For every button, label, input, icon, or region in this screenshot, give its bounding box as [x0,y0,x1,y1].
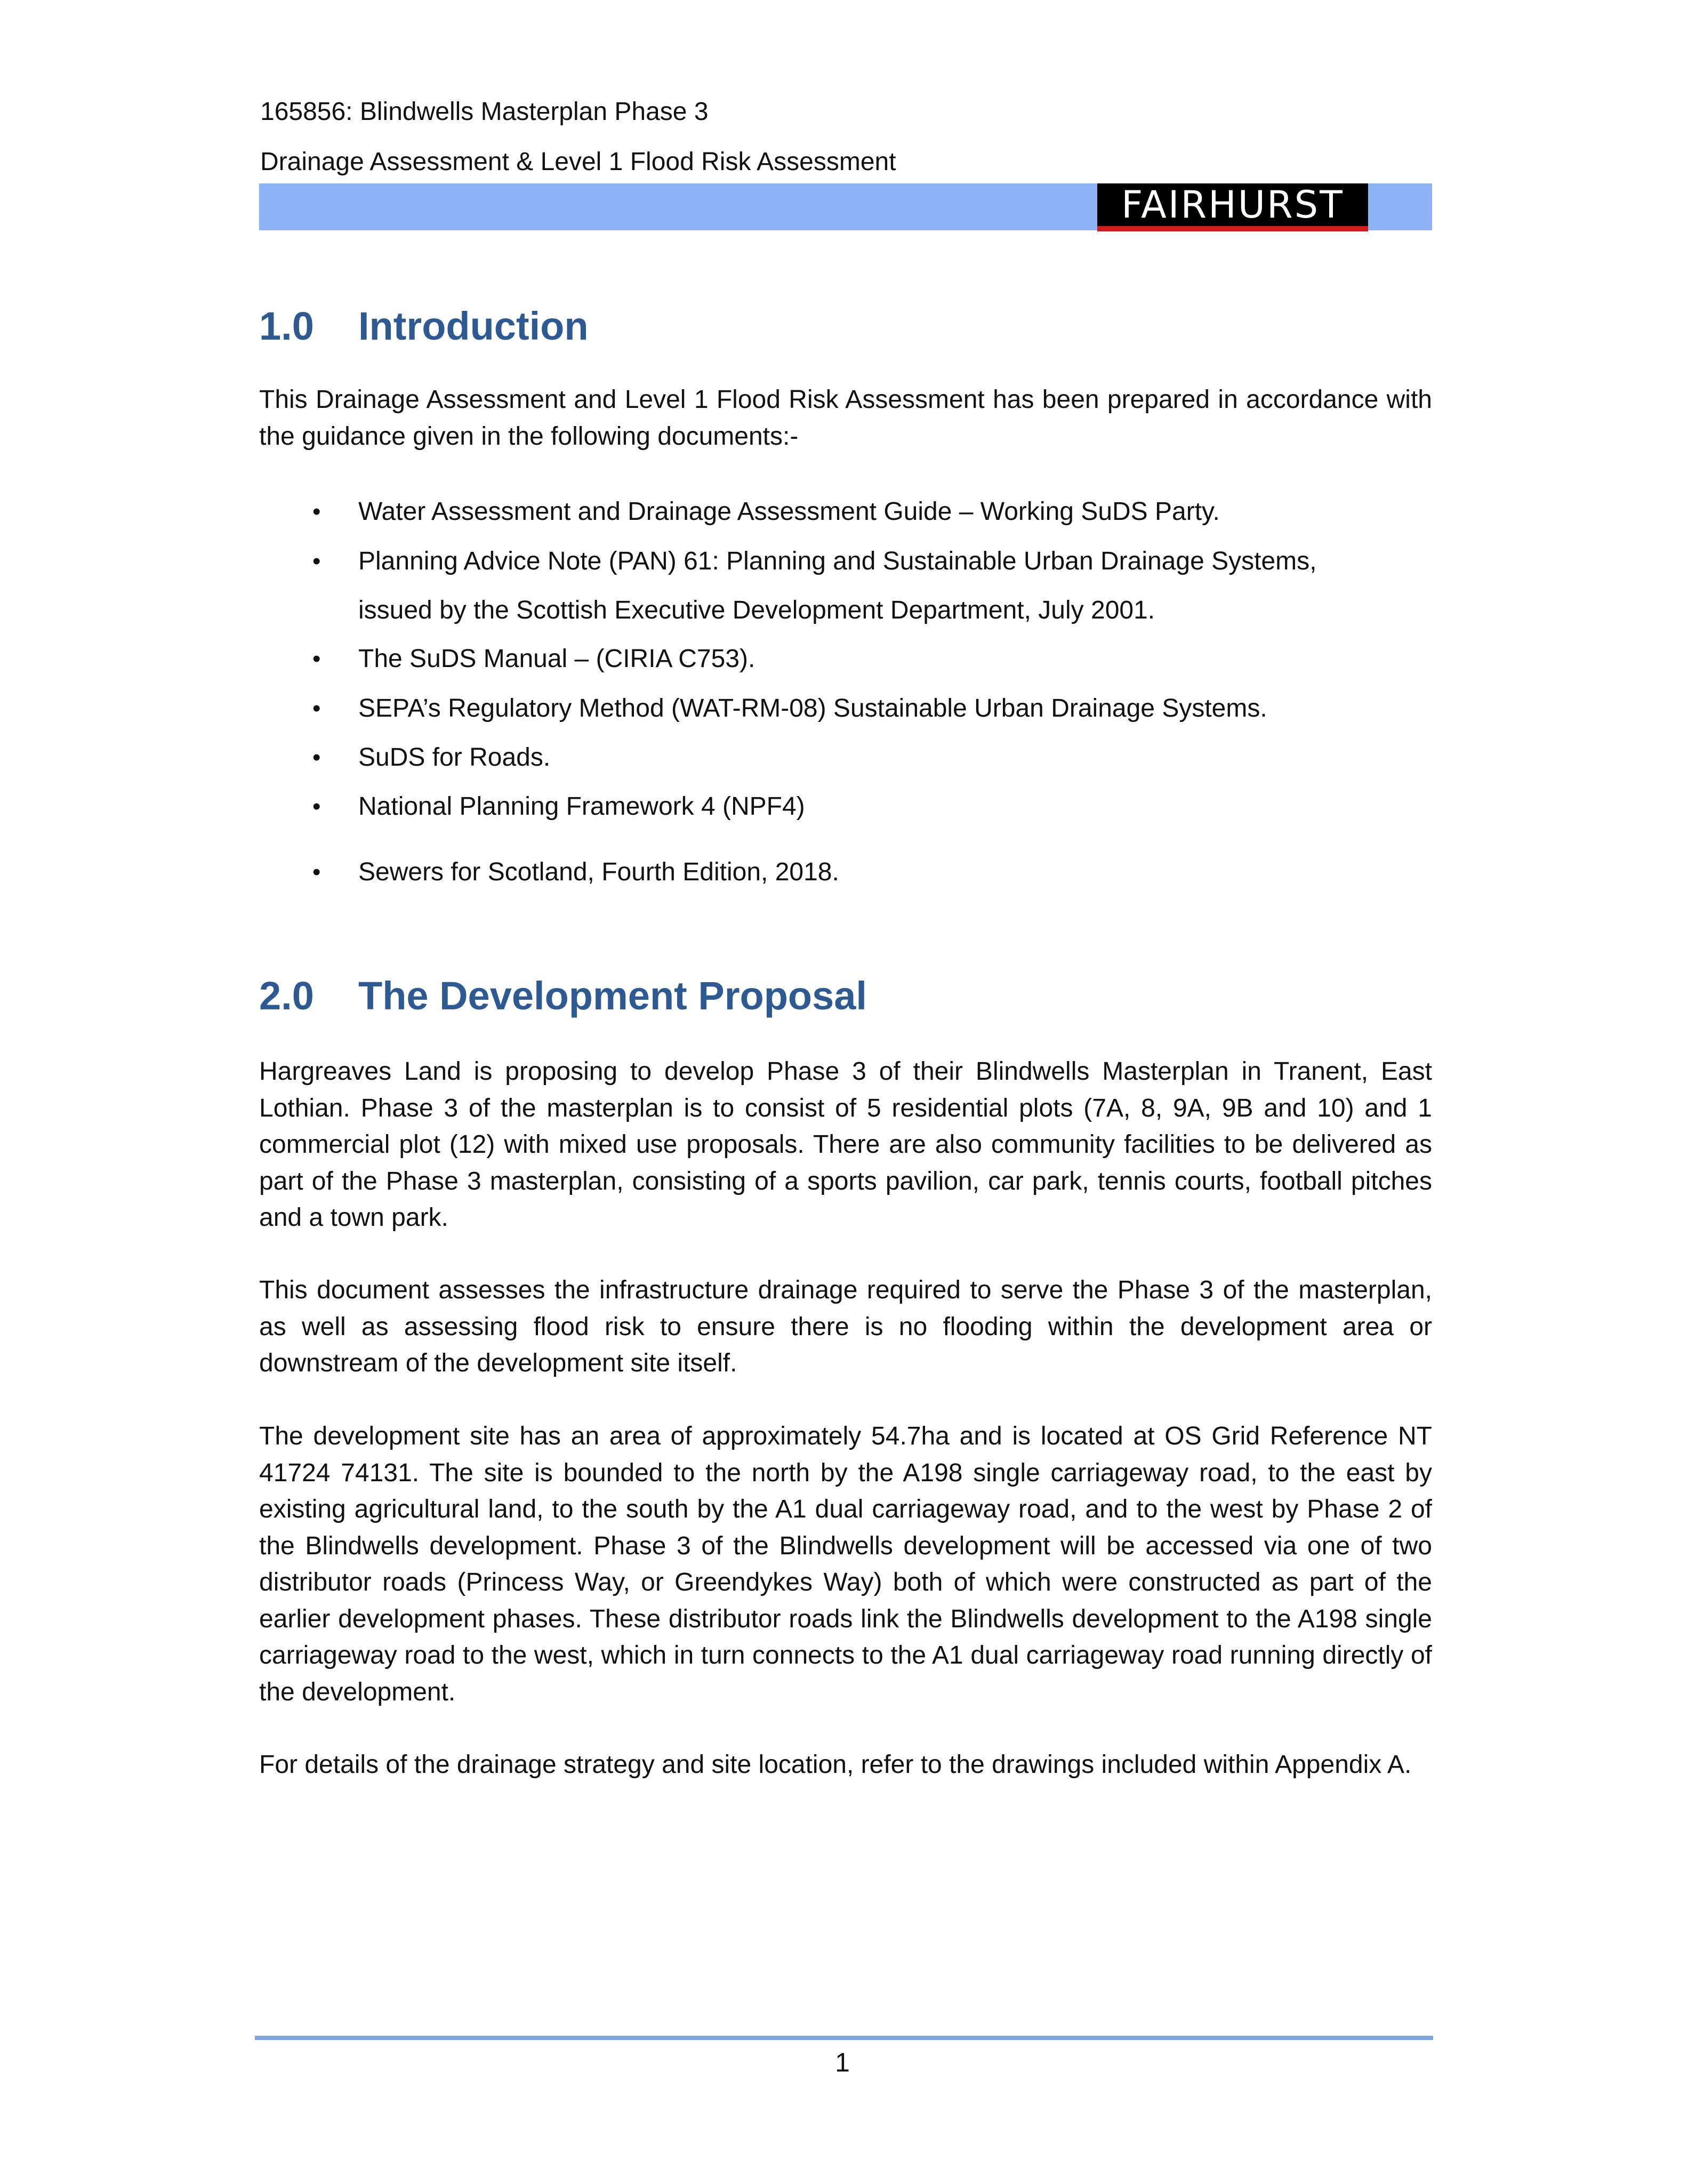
body-paragraph: The development site has an area of approximately 54.7ha and is located at OS Grid Reference NT 41724 74131. The site is bounded to the north by the A198 single carriageway road, to the east by existing agricultural land, to the south by the A1 dual carriageway road, and to the west by Phase 2 of the Blindwells development. Phase 3 of the Blindwells development will be accessed via one of two distributor roads (Princess Way, or Greendykes Way) both of which were constructed as part of the earlier development phases. These distributor roads link the Blindwells development to the A198 single carriageway road to the west, which in turn connects to the A1 dual carriageway road running directly of the development. [259,1422,1432,1706]
section-number: 1.0 [259,304,314,348]
list-item-text: National Planning Framework 4 (NPF4) [358,792,805,821]
bullet-icon: • [312,695,321,721]
page-number: 1 [835,2048,850,2077]
bullet-icon: • [312,744,321,770]
intro-paragraph: This Drainage Assessment and Level 1 Flood Risk Assessment has been prepared in accordance with the guidance given in the following documents:- [259,386,1432,451]
section-title: The Development Proposal [358,974,867,1018]
body-paragraph: For details of the drainage strategy and site location, refer to the drawings included within Appendix A. [259,1751,1412,1779]
list-item-text: Water Assessment and Drainage Assessment Guide – Working SuDS Party. [358,497,1220,526]
list-item-text: SuDS for Roads. [358,743,551,772]
body-paragraph: Hargreaves Land is proposing to develop Phase 3 of their Blindwells Masterplan in Tranent, East Lothian. Phase 3 of the masterplan is to consist of 5 residential plots (7A, 8, 9A, 9B and 10) and 1 commercial plot (12) with mixed use proposals. There are also community facilities to be delivered as part of the Phase 3 masterplan, consisting of a sports pavilion, car park, tennis courts, football pitches and a town park. [259,1057,1432,1232]
bullet-icon: • [312,499,321,525]
list-item-text: Planning Advice Note (PAN) 61: Planning and Sustainable Urban Drainage Systems, [358,547,1317,575]
body-paragraph: This document assesses the infrastructure drainage required to serve the Phase 3 of the masterplan, as well as assessing flood risk to ensure there is no flooding within the development area or downstream of the development site itself. [259,1276,1432,1377]
section-heading-development-proposal [259,972,867,1020]
bullet-icon: • [312,548,321,574]
list-item-text: The SuDS Manual – (CIRIA C753). [358,645,755,673]
fairhurst-logo: FAIRHURST [1097,183,1368,231]
list-item-text: SEPA’s Regulatory Method (WAT-RM-08) Sustainable Urban Drainage Systems. [358,694,1267,722]
list-item-text: Sewers for Scotland, Fourth Edition, 2018. [358,858,839,886]
bullet-icon: • [312,793,321,820]
header-document-title: Drainage Assessment & Level 1 Flood Risk Assessment [260,148,896,176]
header-project-title: 165856: Blindwells Masterplan Phase 3 [260,98,709,126]
section-title: Introduction [358,304,589,348]
section-heading-introduction [259,302,589,350]
list-item-text: issued by the Scottish Executive Development Department, July 2001. [358,596,1155,624]
section-number: 2.0 [259,974,314,1018]
bullet-icon: • [312,646,321,672]
bullet-icon: • [312,859,321,885]
footer-rule [255,2036,1433,2040]
